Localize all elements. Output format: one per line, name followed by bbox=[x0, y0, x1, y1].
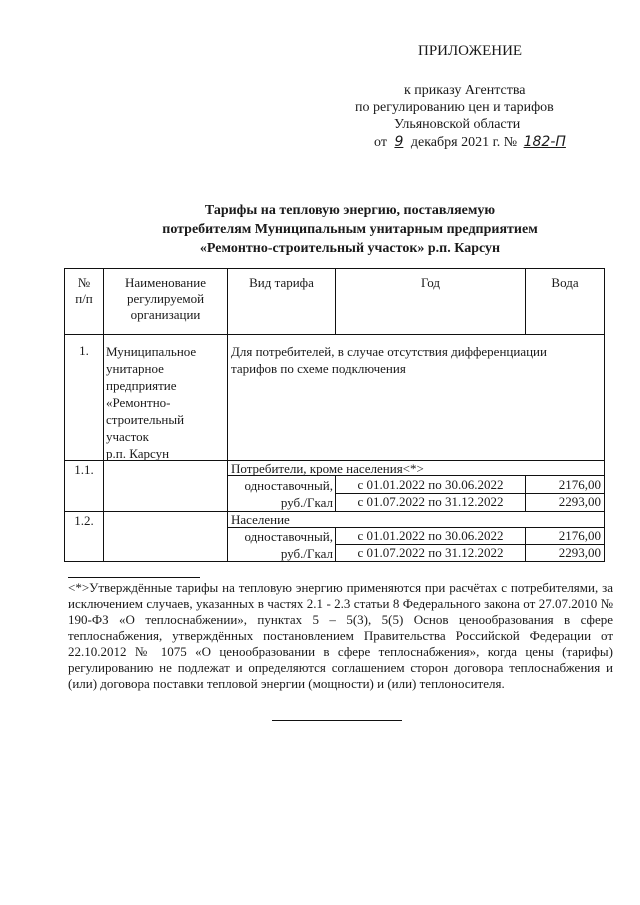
row-1-2-period-1: с 01.01.2022 по 30.06.2022 bbox=[357, 528, 504, 543]
footnote bbox=[68, 580, 613, 692]
footnote-separator bbox=[68, 577, 200, 578]
order-number-handwritten: 182-П bbox=[523, 134, 566, 150]
title-line-3: «Ремонтно-строительный участок» р.п. Карсун bbox=[199, 241, 501, 256]
table-border bbox=[64, 511, 605, 512]
order-date-line bbox=[374, 133, 566, 152]
header-num bbox=[65, 275, 103, 307]
row-1-1-tariff-type bbox=[228, 477, 333, 511]
description-line: тарифов по схеме подключения bbox=[231, 361, 406, 376]
document-title bbox=[60, 201, 640, 258]
date-prefix: от bbox=[374, 135, 387, 150]
header-tariff-type: Вид тарифа bbox=[249, 275, 314, 290]
tariff-type-line: руб./Гкал bbox=[280, 546, 333, 561]
tariff-type-line: одноставочный, bbox=[244, 478, 333, 493]
row-1-1-period-2: с 01.07.2022 по 31.12.2022 bbox=[357, 494, 504, 509]
org-name-line: участок bbox=[106, 429, 149, 444]
appendix-heading: ПРИЛОЖЕНИЕ bbox=[418, 43, 523, 59]
header-year: Год bbox=[420, 275, 441, 290]
header-line-3: Ульяновской области bbox=[394, 117, 521, 132]
date-rest: декабря 2021 г. № bbox=[410, 135, 518, 150]
org-name-line: предприятие bbox=[106, 378, 177, 393]
row-1-1-num: 1.1. bbox=[74, 462, 94, 477]
header-org-line: организации bbox=[130, 307, 201, 322]
tariff-type-line: руб./Гкал bbox=[280, 495, 333, 510]
description-line: Для потребителей, в случае отсутствия дифференциации bbox=[231, 344, 547, 359]
header-line-2: по регулированию цен и тарифов bbox=[355, 100, 554, 115]
row-1-num: 1. bbox=[79, 343, 89, 358]
row-1-2-value-1: 2176,00 bbox=[558, 528, 601, 543]
org-name-line: р.п. Карсун bbox=[106, 446, 170, 461]
row-1-2-group: Население bbox=[231, 512, 290, 527]
header-line-1: к приказу Агентства bbox=[404, 83, 526, 98]
row-1-org bbox=[106, 343, 196, 462]
row-1-2-period-2: с 01.07.2022 по 31.12.2022 bbox=[357, 545, 504, 560]
header-org bbox=[104, 275, 227, 323]
closing-line bbox=[272, 720, 402, 721]
org-name-line: «Ремонтно- bbox=[106, 395, 171, 410]
tariff-type-line: одноставочный, bbox=[244, 529, 333, 544]
row-1-1-period-1: с 01.01.2022 по 30.06.2022 bbox=[357, 477, 504, 492]
table-border bbox=[227, 268, 228, 562]
row-1-description bbox=[231, 343, 547, 377]
header-org-line: Наименование bbox=[125, 275, 206, 290]
title-line-2: потребителям Муниципальным унитарным предприятием bbox=[162, 222, 538, 237]
row-1-2-tariff-type bbox=[228, 528, 333, 562]
row-1-2-value-2: 2293,00 bbox=[558, 545, 601, 560]
row-1-2-num: 1.2. bbox=[74, 513, 94, 528]
table-border bbox=[604, 268, 605, 562]
header-num-line: № bbox=[77, 275, 91, 290]
header-num-line: п/п bbox=[75, 291, 93, 306]
date-day-handwritten: 9 bbox=[394, 134, 404, 150]
row-1-1-value-1: 2176,00 bbox=[558, 477, 601, 492]
row-1-1-value-2: 2293,00 bbox=[558, 494, 601, 509]
title-line-1: Тарифы на тепловую энергию, поставляемую bbox=[204, 203, 496, 218]
org-name-line: строительный bbox=[106, 412, 185, 427]
row-1-1-group: Потребители, кроме населения<*> bbox=[231, 461, 424, 476]
header-org-line: регулируемой bbox=[126, 291, 205, 306]
org-name-line: унитарное bbox=[106, 361, 164, 376]
org-name-line: Муниципальное bbox=[106, 344, 197, 359]
footnote-text: <*>Утверждённые тарифы на тепловую энергию применяются при расчётах с потребителями, за исключением случаев, указанных в частях 2.1 - 2.3 статьи 8 Федерального закона от 27.07.2010 № 190-ФЗ «О теплоснабжении», пунктах 5 – 5(3), 5(5) Основ ценообразования в сфере теплоснабжения, утверждённых постановлением Правительства Российской Федерации от 22.10.2012 № 1075 «О ценообразовании в сфере теплоснабжения», когда цены (тарифы) регулированию не подлежат и определяются соглашением сторон договора теплоснабжения и (или) договора поставки тепловой энергии (мощности) и (или) теплоносителя. bbox=[68, 580, 613, 691]
header-water: Вода bbox=[551, 275, 579, 290]
